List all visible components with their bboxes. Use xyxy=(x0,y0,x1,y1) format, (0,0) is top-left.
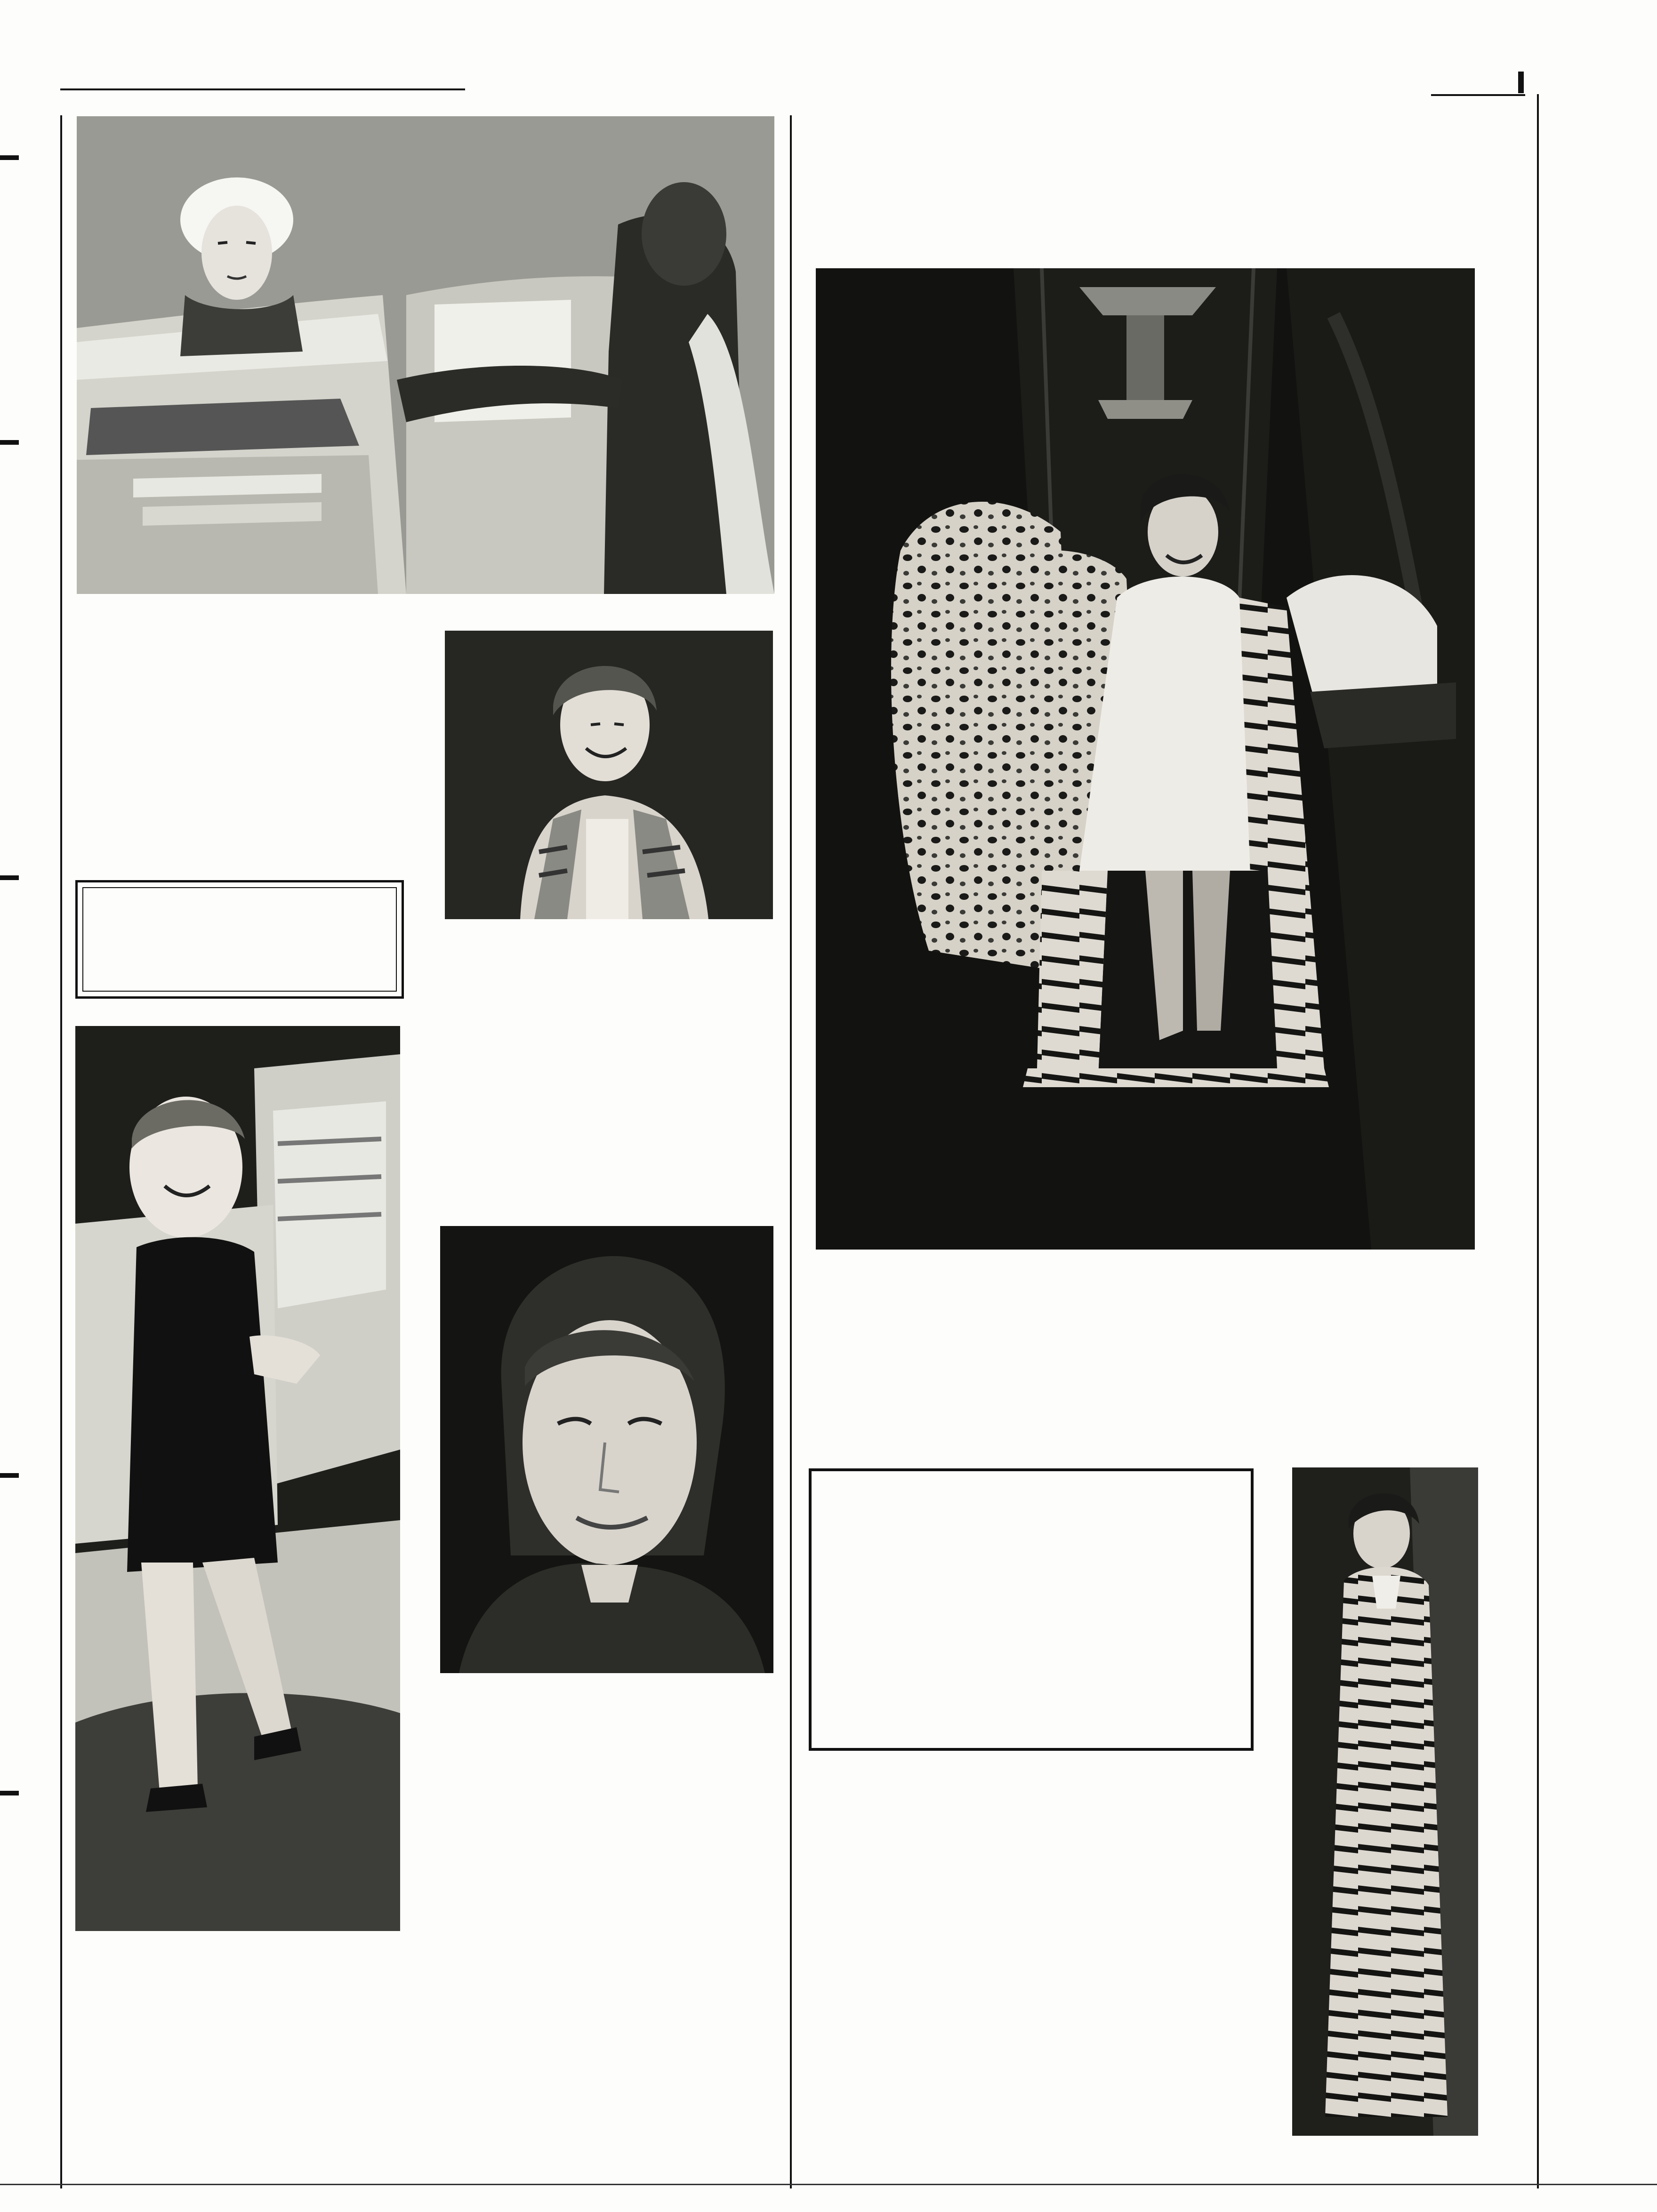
tiger-coat-photo xyxy=(1292,1467,1478,2136)
margin-marker xyxy=(0,155,19,160)
freyh-photo xyxy=(440,1226,773,1673)
gina-photo xyxy=(816,268,1475,1250)
margin-marker xyxy=(0,1791,19,1795)
page-number-mark xyxy=(1518,72,1524,93)
bottom-rule xyxy=(0,2184,1657,2185)
take-a-guide-photo xyxy=(445,631,773,919)
column-rule xyxy=(790,115,792,2188)
margin-marker xyxy=(0,440,19,445)
column-rule xyxy=(60,115,62,2188)
masthead-rule-right xyxy=(1431,94,1525,96)
margin-marker xyxy=(0,875,19,880)
margin-marker xyxy=(0,1473,19,1478)
patricia-photo xyxy=(75,1026,400,1931)
masthead-rule xyxy=(60,88,465,90)
column-rule xyxy=(1537,94,1539,2188)
noticias-box xyxy=(809,1468,1254,1751)
polanski-photo xyxy=(77,116,774,594)
actualidades-box xyxy=(75,880,404,999)
